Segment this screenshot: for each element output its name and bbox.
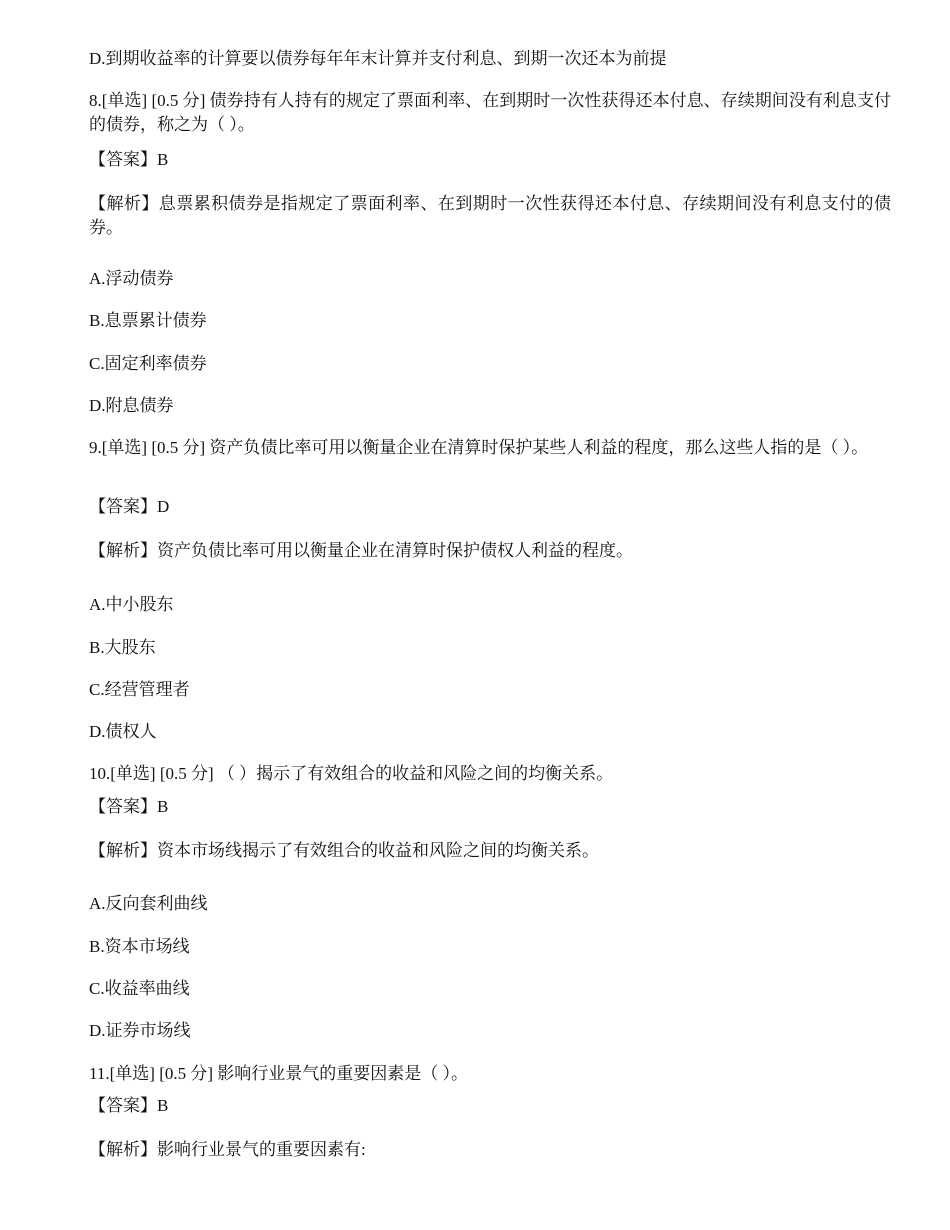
answer-line: 【答案】D	[89, 497, 170, 516]
analysis-line: 【解析】资本市场线揭示了有效组合的收益和风险之间的均衡关系。	[89, 841, 599, 860]
option-line: D.附息债券	[89, 396, 174, 415]
option-line: B.资本市场线	[89, 937, 190, 956]
analysis-line: 【解析】资产负债比率可用以衡量企业在清算时保护债权人利益的程度。	[89, 541, 633, 560]
option-line: C.收益率曲线	[89, 979, 190, 998]
answer-line: 【答案】B	[89, 1096, 169, 1115]
option-line: A.浮动债券	[89, 269, 174, 288]
analysis-line: 【解析】息票累积债券是指规定了票面利率、在到期时一次性获得还本付息、存续期间没有利息支付的债券。	[89, 194, 891, 237]
question-stem: 11.[单选] [0.5 分] 影响行业景气的重要因素是（ ）。	[89, 1064, 469, 1083]
option-line: D.证券市场线	[89, 1021, 191, 1040]
question-stem: 10.[单选] [0.5 分] （ ）揭示了有效组合的收益和风险之间的均衡关系。	[89, 764, 614, 783]
option-line: A.中小股东	[89, 595, 174, 614]
question-stem: 8.[单选] [0.5 分] 债券持有人持有的规定了票面利率、在到期时一次性获得还本付息、存续期间没有利息支付的债券，称之为（ ）。	[89, 91, 891, 134]
option-line: A.反向套利曲线	[89, 894, 208, 913]
option-line: B.息票累计债券	[89, 311, 207, 330]
analysis-line: 【解析】影响行业景气的重要因素有:	[89, 1140, 366, 1159]
option-line: D.到期收益率的计算要以债券每年年末计算并支付利息、到期一次还本为前提	[89, 49, 667, 68]
question-stem: 9.[单选] [0.5 分] 资产负债比率可用以衡量企业在清算时保护某些人利益的程度，那么这些人指的是（ ）。	[89, 438, 869, 457]
option-line: D.债权人	[89, 722, 157, 741]
option-line: C.固定利率债券	[89, 354, 207, 373]
answer-line: 【答案】B	[89, 150, 169, 169]
option-line: B.大股东	[89, 638, 156, 657]
answer-line: 【答案】B	[89, 797, 169, 816]
option-line: C.经营管理者	[89, 680, 190, 699]
